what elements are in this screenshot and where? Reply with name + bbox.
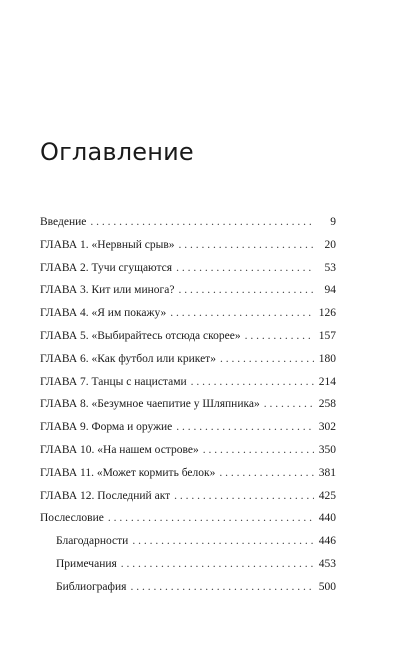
- toc-entry[interactable]: [40, 257, 336, 280]
- toc-entry-page-number: 500: [318, 580, 336, 593]
- toc-entry-label: Библиография: [56, 580, 127, 593]
- toc-leader-dots: [108, 507, 314, 530]
- toc-entry[interactable]: [40, 279, 336, 302]
- toc-leader-dots: [170, 302, 314, 325]
- toc-entry-page-number: 20: [324, 238, 336, 251]
- toc-entry[interactable]: [40, 530, 336, 553]
- toc-entry-label: ГЛАВА 6. «Как футбол или крикет»: [40, 352, 216, 365]
- toc-leader-dots: [179, 234, 314, 257]
- toc-leader-dots: [132, 530, 314, 553]
- toc-entry-label: ГЛАВА 9. Форма и оружие: [40, 421, 173, 434]
- toc-entry[interactable]: [40, 416, 336, 439]
- toc-entry-label: Введение: [40, 216, 87, 228]
- toc-entry-label: ГЛАВА 10. «На нашем острове»: [40, 443, 199, 456]
- toc-entry-label: Примечания: [56, 557, 117, 570]
- toc-leader-dots: [174, 485, 314, 508]
- toc-entry[interactable]: [40, 393, 336, 416]
- toc-entry-label: Благодарности: [56, 535, 129, 548]
- toc-entry-page-number: 126: [318, 307, 336, 320]
- toc-leader-dots: [219, 462, 314, 485]
- toc-entry-label: ГЛАВА 7. Танцы с нацистами: [40, 375, 187, 388]
- toc-entry-page-number: 453: [318, 557, 336, 570]
- toc-entry[interactable]: [40, 576, 336, 599]
- toc-leader-dots: [264, 393, 314, 416]
- toc-leader-dots: [130, 576, 314, 599]
- toc-entry-page-number: 381: [318, 466, 336, 479]
- toc-entry[interactable]: [40, 325, 336, 348]
- toc-entry[interactable]: [40, 439, 336, 462]
- toc-entry-page-number: 440: [318, 512, 336, 525]
- toc-entry-page-number: 94: [324, 284, 336, 297]
- toc-entry-label: ГЛАВА 2. Тучи сгущаются: [40, 261, 173, 274]
- toc-entry-page-number: 157: [318, 329, 336, 342]
- toc-entry-page-number: 9: [330, 216, 336, 228]
- toc-entry-label: ГЛАВА 11. «Может кормить белок»: [40, 466, 216, 479]
- toc-leader-dots: [191, 371, 314, 394]
- toc-entry[interactable]: [40, 234, 336, 257]
- toc-entry-label: ГЛАВА 12. Последний акт: [40, 489, 171, 502]
- toc-leader-dots: [121, 553, 314, 576]
- toc-entry[interactable]: [40, 485, 336, 508]
- toc-entry-label: ГЛАВА 3. Кит или минога?: [40, 284, 175, 297]
- toc-entry[interactable]: [40, 462, 336, 485]
- toc-entry[interactable]: [40, 553, 336, 576]
- toc-entry[interactable]: [40, 371, 336, 394]
- toc-leader-dots: [245, 325, 314, 348]
- toc-entry-label: ГЛАВА 4. «Я им покажу»: [40, 307, 167, 320]
- toc-entry[interactable]: [40, 211, 336, 234]
- toc-leader-dots: [176, 257, 314, 280]
- toc-entry-page-number: 180: [318, 352, 336, 365]
- toc-entry-label: Послесловие: [40, 512, 104, 525]
- toc-entry-page-number: 258: [318, 398, 336, 411]
- toc-entry-page-number: 446: [318, 535, 336, 548]
- toc-entry-page-number: 425: [318, 489, 336, 502]
- toc-entry-page-number: 53: [324, 261, 336, 274]
- toc-title: Оглавление: [40, 138, 194, 166]
- toc-entry-page-number: 302: [318, 421, 336, 434]
- toc-entry-page-number: 350: [318, 443, 336, 456]
- toc-leader-dots: [203, 439, 314, 462]
- toc-list: [40, 211, 336, 599]
- toc-leader-dots: [90, 211, 314, 234]
- toc-leader-dots: [176, 416, 314, 439]
- toc-entry[interactable]: [40, 348, 336, 371]
- toc-entry-label: ГЛАВА 8. «Безумное чаепитие у Шляпника»: [40, 398, 260, 411]
- toc-leader-dots: [220, 348, 314, 371]
- toc-entry[interactable]: [40, 302, 336, 325]
- toc-entry[interactable]: [40, 507, 336, 530]
- toc-entry-label: ГЛАВА 5. «Выбирайтесь отсюда скорее»: [40, 329, 241, 342]
- toc-entry-page-number: 214: [318, 375, 336, 388]
- toc-leader-dots: [178, 279, 314, 302]
- toc-entry-label: ГЛАВА 1. «Нервный срыв»: [40, 238, 175, 251]
